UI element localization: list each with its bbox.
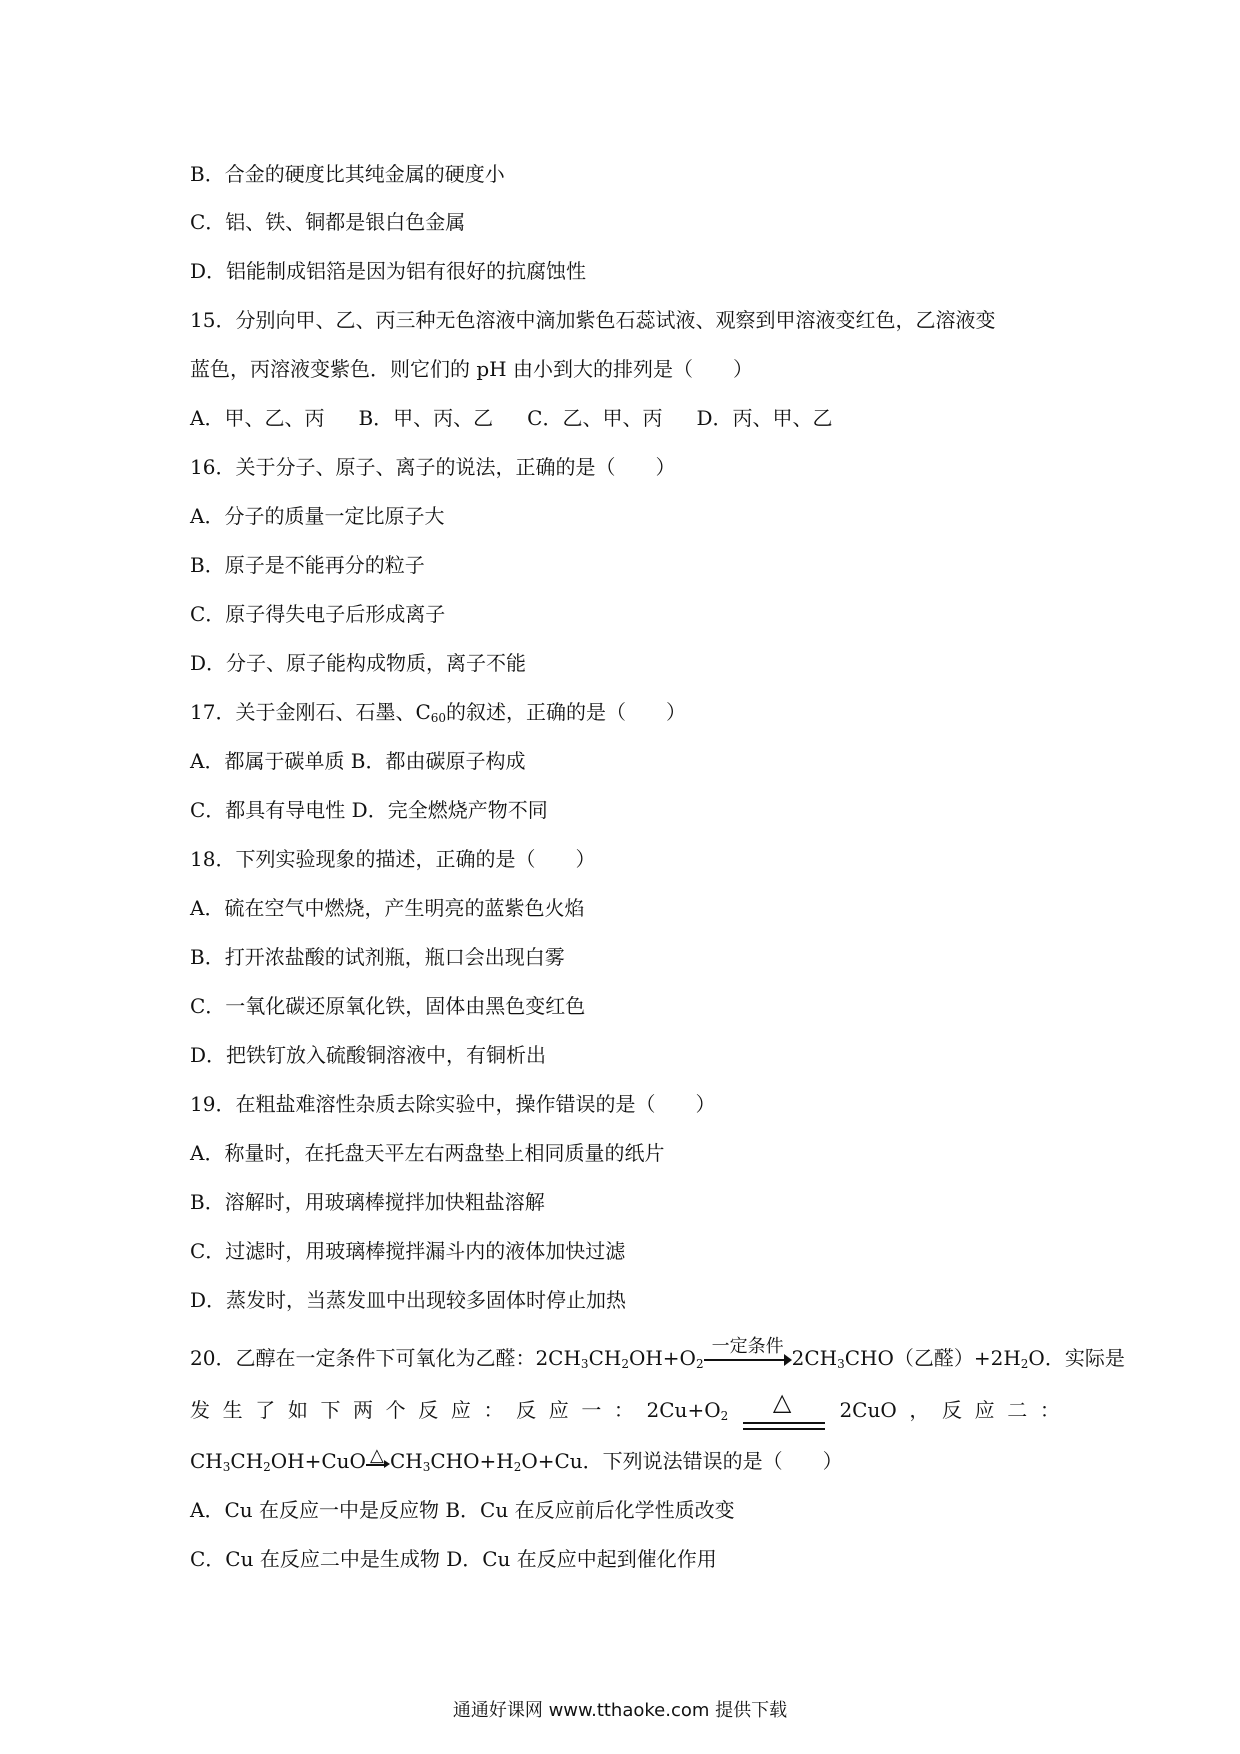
- q19-option-c: C．过滤时，用玻璃棒搅拌漏斗内的液体加快过滤: [190, 1239, 626, 1263]
- q14-option-d: D．铝能制成铝箔是因为铝有很好的抗腐蚀性: [190, 259, 587, 283]
- q15-option-d: D．丙、甲、乙: [696, 406, 833, 430]
- word: 如: [287, 1398, 308, 1422]
- q18-option-a: A．硫在空气中燃烧，产生明亮的蓝紫色火焰: [190, 896, 585, 920]
- q18-option-b: B．打开浓盐酸的试剂瓶，瓶口会出现白雾: [190, 945, 565, 969]
- q19-stem: 19．在粗盐难溶性杂质去除实验中，操作错误的是（ ）: [190, 1092, 716, 1116]
- subscript: 2: [720, 1409, 729, 1423]
- heat-equals-sign: [741, 1388, 827, 1432]
- q15-options: [190, 404, 833, 432]
- word: ：: [1039, 1398, 1060, 1422]
- word: 应: [450, 1398, 471, 1422]
- q17-stem: [190, 698, 686, 732]
- q19-option-d: D．蒸发时，当蒸发皿中出现较多固体时停止加热: [190, 1288, 627, 1312]
- q20-text: 20．乙醇在一定条件下可氧化为乙醛：2CH: [190, 1346, 581, 1370]
- subscript: 2: [1020, 1357, 1029, 1371]
- word: 应: [548, 1398, 569, 1422]
- q17-options-cd: C．都具有导电性 D．完全燃烧产物不同: [190, 798, 548, 822]
- word: 一: [581, 1398, 602, 1422]
- q16-stem: 16．关于分子、原子、离子的说法，正确的是（ ）: [190, 455, 676, 479]
- formula-text: O+Cu．下列说法错误的是（ ）: [521, 1449, 843, 1473]
- heat-arrow: [366, 1446, 390, 1470]
- q15-stem-line2: 蓝色，丙溶液变紫色．则它们的 pH 由小到大的排列是（ ）: [190, 357, 753, 381]
- delta-icon: △: [369, 1445, 384, 1466]
- word: 二: [1007, 1398, 1028, 1422]
- q20-stem-line1: [190, 1336, 1125, 1378]
- q19-option-a: A．称量时，在托盘天平左右两盘垫上相同质量的纸片: [190, 1141, 665, 1165]
- word: 了: [255, 1398, 276, 1422]
- q17-stem-text: 17．关于金刚石、石墨、C: [190, 700, 431, 724]
- q16-option-a: A．分子的质量一定比原子大: [190, 504, 445, 528]
- subscript: 3: [580, 1357, 589, 1371]
- word: 反: [418, 1398, 439, 1422]
- q16-option-b: B．原子是不能再分的粒子: [190, 553, 425, 577]
- q20-options-cd: C．Cu 在反应二中是生成物 D．Cu 在反应中起到催化作用: [190, 1547, 717, 1571]
- q18-option-c: C．一氧化碳还原氧化铁，固体由黑色变红色: [190, 994, 586, 1018]
- q15-option-c: C．乙、甲、丙: [527, 406, 663, 430]
- formula-text: OH+O: [628, 1346, 696, 1370]
- subscript: 2: [695, 1357, 704, 1371]
- word: ：: [483, 1398, 504, 1422]
- q14-option-b: B．合金的硬度比其纯金属的硬度小: [190, 162, 505, 186]
- word: 生: [222, 1398, 243, 1422]
- formula-text: 2Cu+O: [646, 1398, 721, 1422]
- formula-text: O．实际是: [1028, 1346, 1125, 1370]
- formula-text: OH+CuO: [270, 1449, 366, 1473]
- q15-option-a: A．甲、乙、丙: [190, 406, 325, 430]
- word: 反: [941, 1398, 962, 1422]
- reaction-one: [647, 1396, 729, 1432]
- formula-text: CH: [588, 1346, 622, 1370]
- q20-stem-line3: [190, 1446, 843, 1481]
- q17-options-ab: A．都属于碳单质 B．都由碳原子构成: [190, 749, 526, 773]
- word: ，: [909, 1398, 930, 1422]
- q18-option-d: D．把铁钉放入硫酸铜溶液中，有铜析出: [190, 1043, 547, 1067]
- q18-stem: 18．下列实验现象的描述，正确的是（ ）: [190, 847, 596, 871]
- word: 发: [190, 1398, 210, 1422]
- word: 应: [974, 1398, 995, 1422]
- word: 反: [516, 1398, 537, 1422]
- formula-text: CH: [230, 1449, 264, 1473]
- q20-stem-line2: [190, 1388, 1060, 1432]
- word: ：: [613, 1398, 634, 1422]
- q16-option-d: D．分子、原子能构成物质，离子不能: [190, 651, 527, 675]
- delta-icon: △: [772, 1388, 792, 1416]
- footer-credit: 通通好课网 www.tthaoke.com 提供下载: [452, 1700, 788, 1721]
- subscript: 2: [513, 1460, 522, 1474]
- formula-text: 2CuO: [839, 1398, 897, 1422]
- q20-options-ab: A．Cu 在反应一中是反应物 B．Cu 在反应前后化学性质改变: [190, 1498, 735, 1522]
- subscript: 3: [222, 1460, 231, 1474]
- subscript: 2: [621, 1357, 629, 1371]
- subscript: 2: [263, 1460, 271, 1474]
- q16-option-c: C．原子得失电子后形成离子: [190, 602, 446, 626]
- formula-text: CH: [389, 1449, 423, 1473]
- q15-stem-line1: 15．分别向甲、乙、丙三种无色溶液中滴加紫色石蕊试液、观察到甲溶液变红色，乙溶液变: [190, 308, 996, 332]
- q19-option-b: B．溶解时，用玻璃棒搅拌加快粗盐溶解: [190, 1190, 545, 1214]
- q15-option-b: B．甲、丙、乙: [358, 406, 494, 430]
- word: 下: [320, 1398, 341, 1422]
- formula-text: CH: [190, 1449, 223, 1473]
- formula-text: CHO（乙醛）+2H: [844, 1346, 1021, 1370]
- formula-text: 2CH: [791, 1346, 838, 1370]
- q17-subscript: 60: [430, 711, 447, 725]
- formula-text: CHO+H: [430, 1449, 514, 1473]
- word: 两: [353, 1398, 374, 1422]
- condition-label: 一定条件: [711, 1336, 784, 1357]
- condition-arrow: [704, 1336, 792, 1367]
- subscript: 3: [422, 1460, 431, 1474]
- subscript: 3: [837, 1357, 845, 1371]
- q17-stem-tail: 的叙述，正确的是（ ）: [446, 700, 687, 724]
- q14-option-c: C．铝、铁、铜都是银白色金属: [190, 210, 466, 234]
- word: 个: [385, 1398, 406, 1422]
